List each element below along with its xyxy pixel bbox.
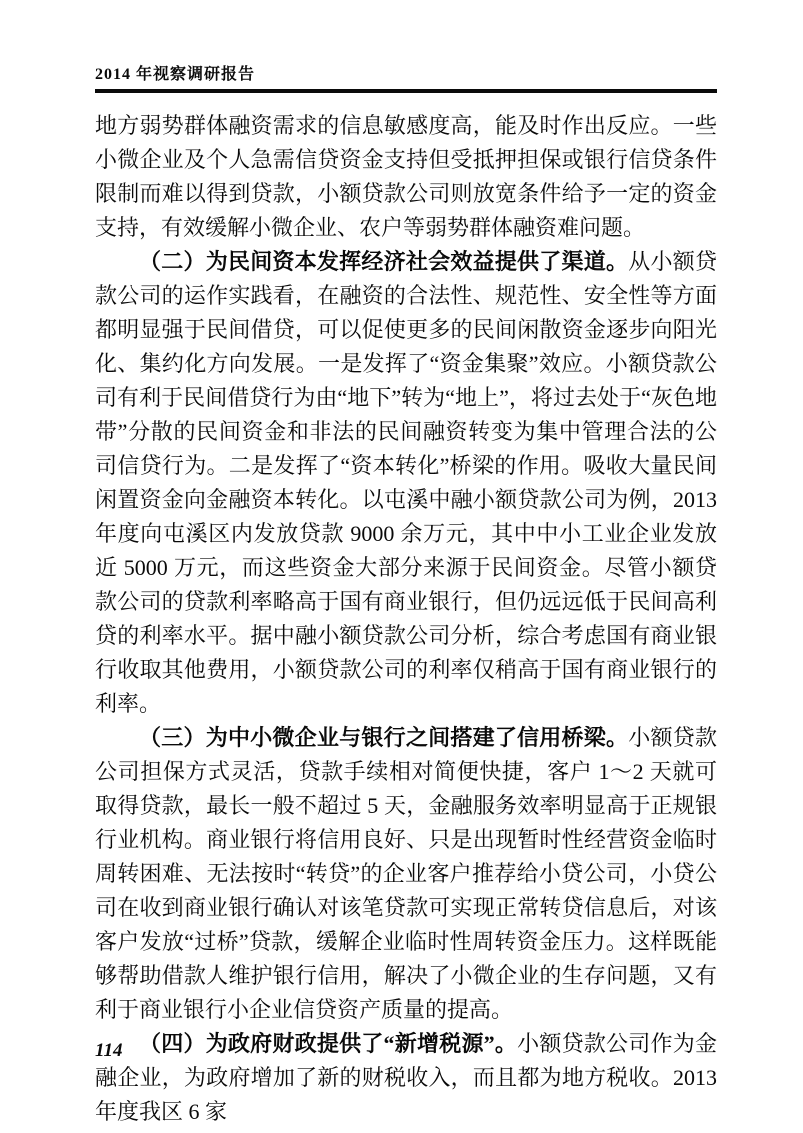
paragraph-continuation (95, 109, 717, 245)
paragraph-text: 地方弱势群体融资需求的信息敏感度高，能及时作出反应。一些小微企业及个人急需信贷资金支持但受抵押担保或银行信贷条件限制而难以得到贷款，小额贷款公司则放宽条件给予一定的资金支持，有效缓解小微企业、农户等弱势群体融资难问题。 (95, 113, 717, 240)
paragraph-text: 小额贷款公司担保方式灵活，贷款手续相对简便快捷，客户 1～2 天就可取得贷款，最长一般不超过 5 天，金融服务效率明显高于正规银行业机构。商业银行将信用良好、只是出现暂时性经营资金临时周转困难、无法按时“转贷”的企业客户推荐给小贷公司，小贷公司在收到商业银行确认对该笔贷款可实现正常转贷信息后，对该客户发放“过桥”贷款，缓解企业临时性周转资金压力。这样既能够帮助借款人维护银行信用，解决了小微企业的生存问题，又有利于商业银行小企业信贷资产质量的提高。 (95, 725, 717, 1022)
section-heading-2: （二）为民间资本发挥经济社会效益提供了渠道。 (139, 249, 629, 274)
section-heading-3: （三）为中小微企业与银行之间搭建了信用桥梁。 (139, 725, 629, 750)
page-header (95, 66, 717, 93)
section-heading-4: （四）为政府财政提供了“新增税源”。 (139, 1031, 518, 1056)
paragraph-section-4 (95, 1027, 717, 1129)
paragraph-text: 从小额贷款公司的运作实践看，在融资的合法性、规范性、安全性等方面都明显强于民间借贷，可以促使更多的民间闲散资金逐步向阳光化、集约化方向发展。一是发挥了“资金集聚”效应。小额贷款公司有利于民间借贷行为由“地下”转为“地上”，将过去处于“灰色地带”分散的民间资金和非法的民间融资转变为集中管理合法的公司信贷行为。二是发挥了“资本转化”桥梁的作用。吸收大量民间闲置资金向金融资本转化。以屯溪中融小额贷款公司为例，2013 年度向屯溪区内发放贷款 9000 余万元，其中中小工业企业发放近 5000 万元，而这些资金大部分来源于民间资金。尽管小额贷款公司的贷款利率略高于国有商业银行，但仍远远低于民间高利贷的利率水平。据中融小额贷款公司分析，综合考虑国有商业银行收取其他费用，小额贷款公司的利率仅稍高于国有商业银行的利率。 (95, 249, 717, 716)
document-body (95, 109, 717, 1129)
paragraph-text: 小额贷款公司作为金融企业，为政府增加了新的财税收入，而且都为地方税收。2013 年度我区 6 家 (95, 1031, 717, 1124)
report-header-title: 2014 年视察调研报告 (95, 66, 256, 83)
page-number: 114 (95, 1040, 123, 1061)
paragraph-section-2 (95, 245, 717, 721)
paragraph-section-3 (95, 721, 717, 1027)
